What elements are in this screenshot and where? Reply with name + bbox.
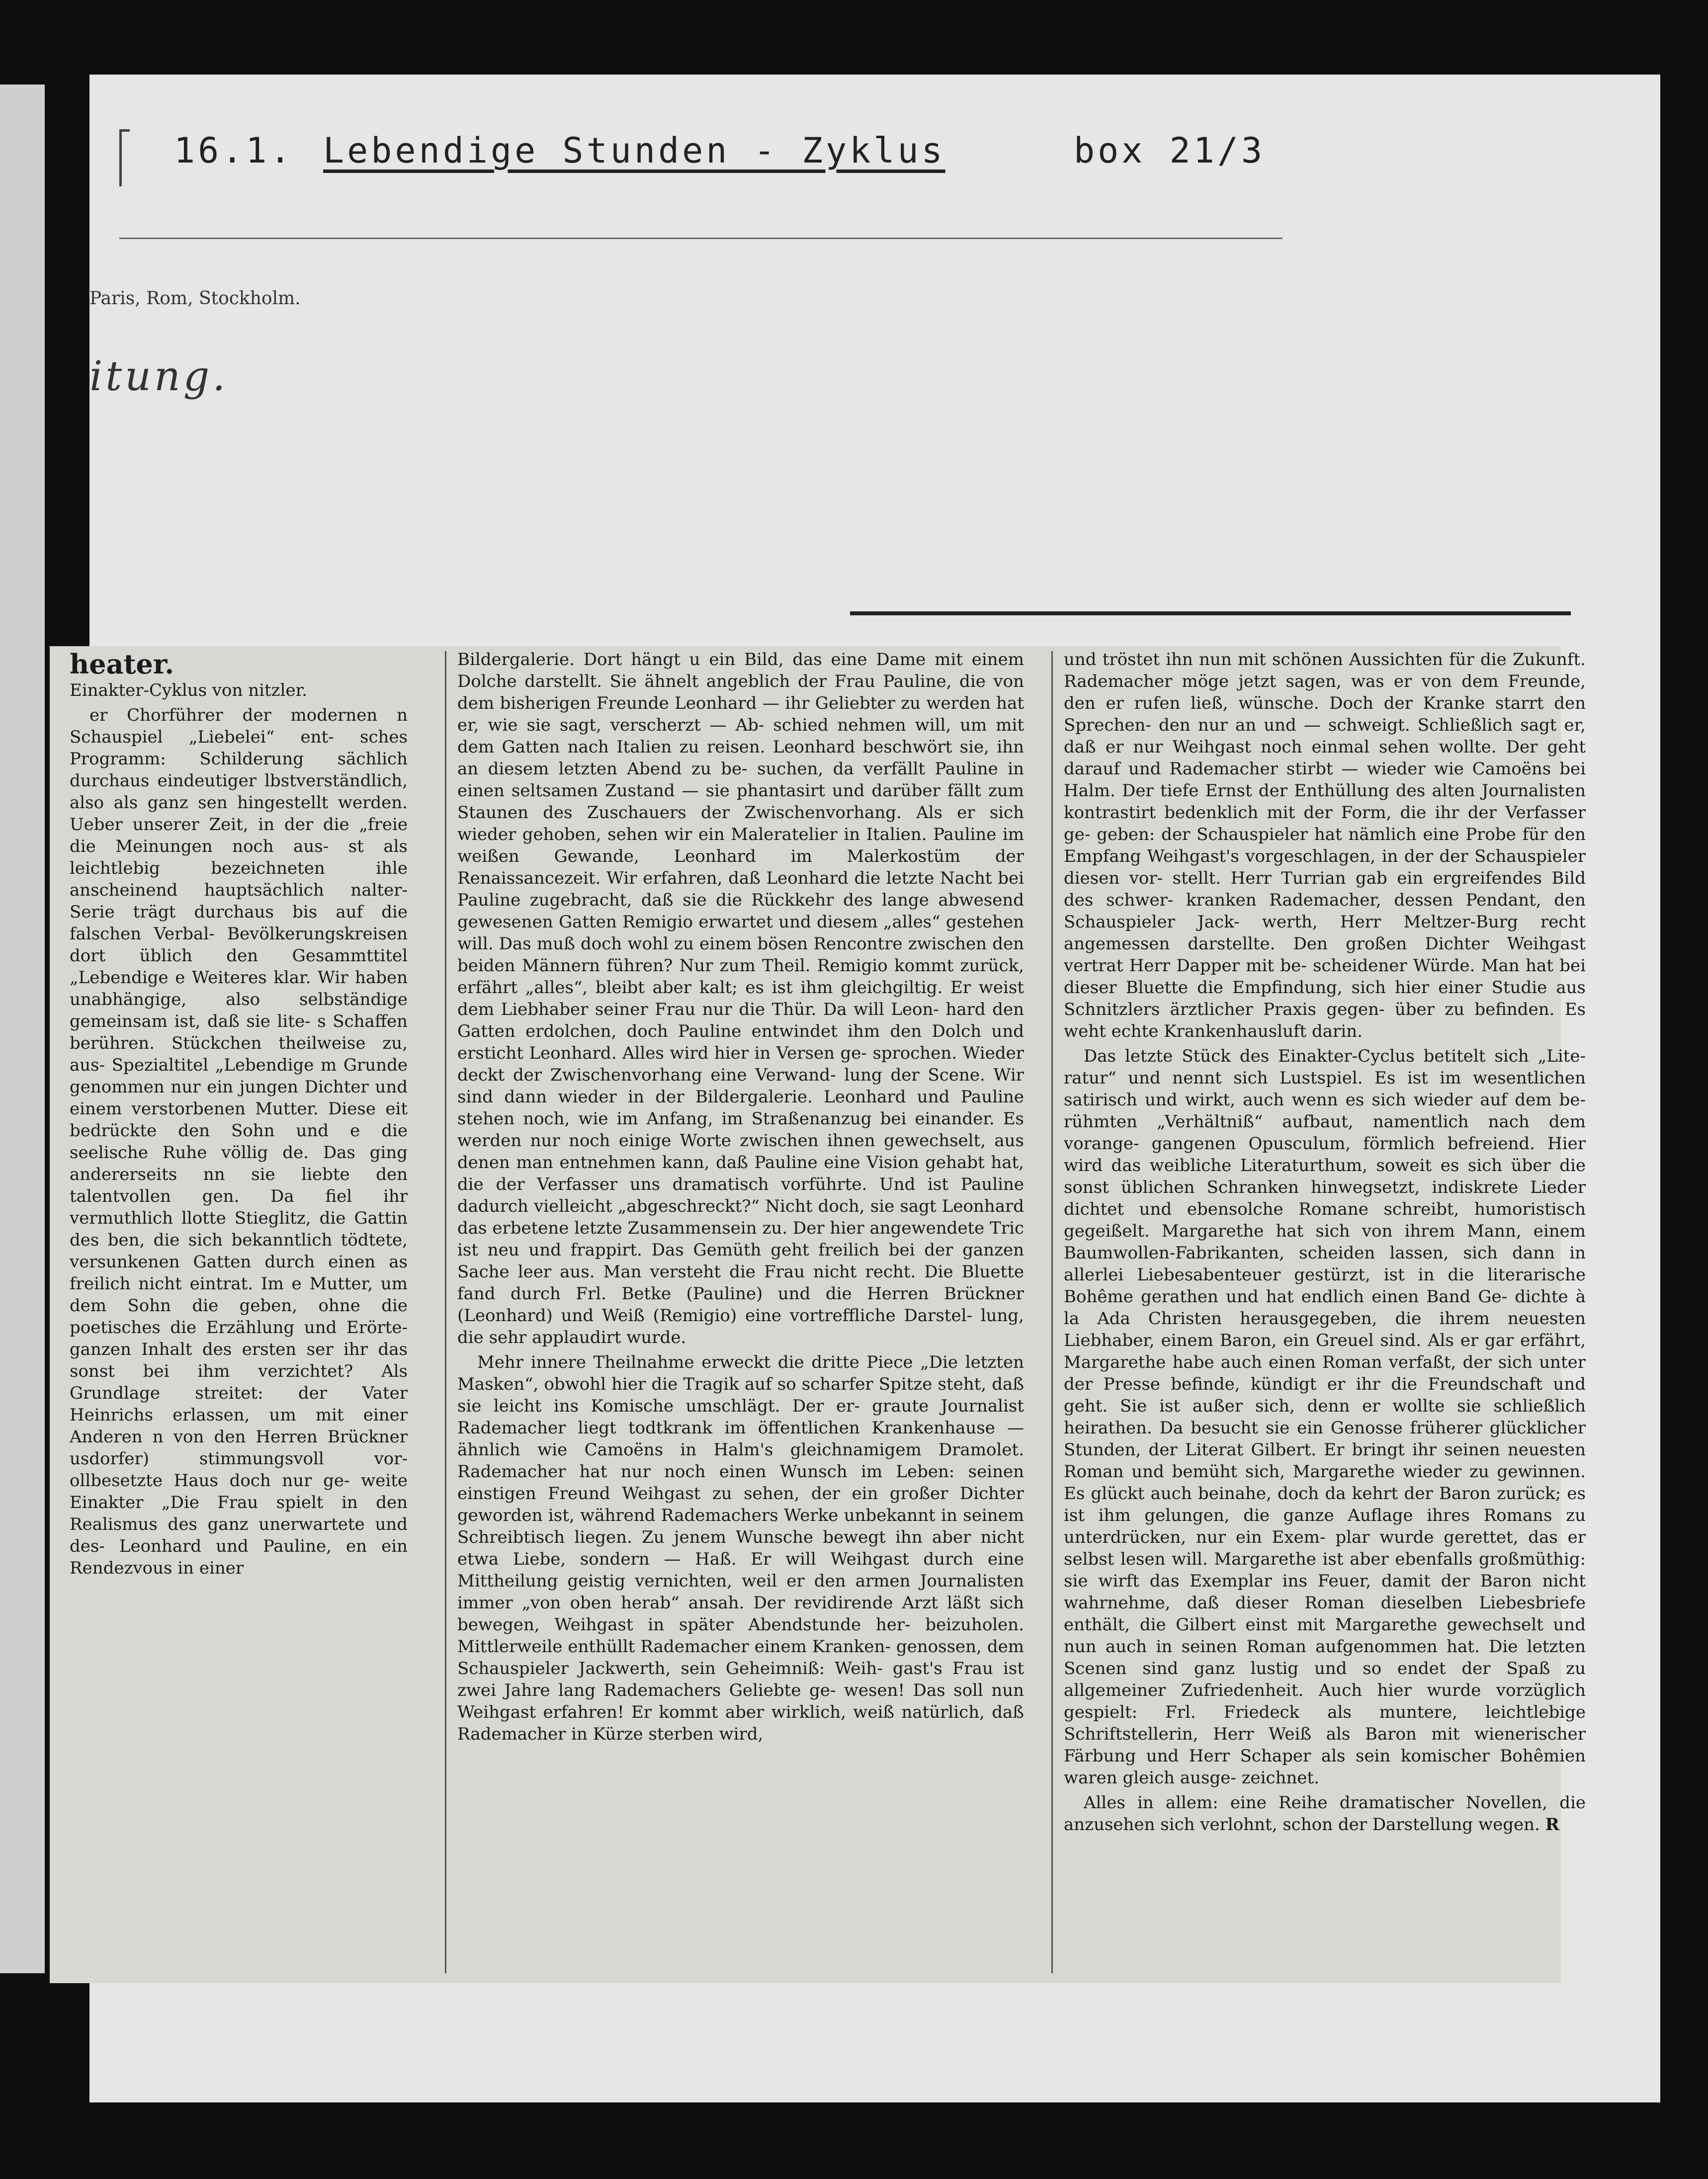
adjacent-page-edge — [0, 84, 45, 1973]
paragraph: Das letzte Stück des Einakter-Cyclus betitelt sich „Lite- ratur“ und nennt sich Lustspiel. Es ist im wesentlichen satirisch und wirkt, auch wenn es sich wieder auf dem be- rühmten „Verhältniß“ aufbaut, namentlich nach dem vorange- gangenen Opusculum, förmlich befreiend. Hier wird das weibliche Literaturthum, soweit es sich über die sonst üblichen Schranken hinwegsetzt, indiskrete Lieder dichtet und ebensolche Romane schreibt, humoristisch gegeißelt. Margarethe hat sich von ihrem Mann, einem Baumwollen-Fabrikanten, scheiden lassen, sich dann in allerlei Liebesabenteuer gestürzt, ist in die literarische Bohême gerathen und hat endlich einen Band Ge- dichte à la Ada Christen herausgegeben, die ihrem neuesten Liebhaber, einem Baron, ein Greuel sind. Als er gar erfährt, Margarethe habe auch einen Roman verfaßt, der sich unter der Presse befinde, kündigt er ihr die Freundschaft und geht. Sie ist außer sich, denn er wollte sie schließlich heirathen. Da besucht sie ein Genosse früherer glücklicher Stunden, der Literat Gilbert. Er bringt ihr seinen neuesten Roman und bemüht sich, Margarethe wieder zu gewinnen. Es glückt auch beinahe, doch da kehrt der Baron zurück; es ist ihm gelungen, die ganze Auflage ihres Romans zu unterdrücken, nur ein Exem- plar wurde gerettet, das er selbst lesen will. Margarethe ist aber ebenfalls großmüthig: sie wirft das Exemplar ins Feuer, damit der Baron nicht wahrnehme, daß dieser Roman dieselben Liebesbriefe enthält, die Gilbert einst mit Margarethe gewechselt und nun auch in seinen Roman aufgenommen hat. Die letzten Scenen sind ganz lustig und so endet der Spaß zu allgemeiner Zufriedenheit. Auch hier wurde vorzüglich gespielt: Frl. Friedeck als muntere, leichtlebige Schriftstellerin, Herr Weiß als Baron mit wienerischer Färbung und Herr Schaper als sein komischer Bohêmien waren gleich ausge- zeichnet. — [1064, 1046, 1586, 1788]
article-heading: heater. — [70, 649, 174, 680]
corner-bracket — [119, 129, 130, 186]
column-middle — [457, 649, 1024, 1971]
handwritten-note: itung. — [89, 353, 229, 400]
folder-title: Lebendige Stunden - Zyklus — [323, 130, 945, 171]
paragraph: Bildergalerie. Dort hängt u ein Bild, das eine Dame mit einem Dolche darstellt. Sie ähnelt angeblich der Frau Pauline, die von dem bisherigen Freunde Leonhard — ihr Geliebter zu werden hat er, wie sie sagt, verscherzt — Ab- schied nehmen will, um mit dem Gatten nach Italien zu reisen. Leonhard beschwört sie, ihn an diesem letzten Abend zu be- suchen, da verfällt Pauline in einen seltsamen Zustand — sie phantasirt und darüber fällt zum Staunen des Zuschauers der Zwischenvorhang. Als er sich wieder gehoben, sehen wir ein Maleratelier in Italien. Pauline im weißen Gewande, Leonhard im Malerkostüm der Renaissancezeit. Wir erfahren, daß Leonhard die letzte Nacht bei Pauline zugebracht, daß sie die Rückkehr des lange abwesend gewesenen Gatten Remigio erwartet und diesem „alles“ gestehen will. Das muß doch wohl zu einem bösen Rencontre zwischen den beiden Männern führen? Nur zum Theil. Remigio kommt zurück, erfährt „alles“, bleibt aber kalt; es ist ihm gleichgiltig. Er weist dem Liebhaber seiner Frau nur die Thür. Da will Leon- hard den Gatten erdolchen, doch Pauline entwindet ihm den Dolch und ersticht Leonhard. Alles wird hier in Versen ge- sprochen. Wieder deckt der Zwischenvorhang eine Verwand- lung der Scene. Wir sind dann wieder in der Bildergalerie. Leonhard und Pauline stehen noch, wie im Anfang, im Straßenanzug bei einander. Es werden nur noch einige Worte zwischen ihnen gewechselt, aus denen man entnehmen kann, daß Pauline eine Vision gehabt hat, die der Verfasser uns dramatisch vorführte. Und ist Pauline dadurch vielleicht „abgeschreckt?“ Nicht doch, sie sagt Leonhard das erbetene letzte Zusammensein zu. Der hier angewendete Tric ist neu und frappirt. Das Gemüth geht freilich bei der ganzen Sache leer aus. Man versteht die Frau nicht recht. Die Bluette fand durch Frl. Betke (Pauline) und die Herren Brückner (Leonhard) und Weiß (Remigio) eine vortreffliche Darstel- lung, die sehr applaudirt wurde. — [457, 650, 1024, 1347]
archive-header — [119, 124, 1342, 234]
clipping-top-rule — [850, 611, 1571, 615]
clipping-service-stamp: Paris, Rom, Stockholm. — [89, 288, 301, 309]
column-left-text: er Chorführer der modernen n Schauspiel „Liebelei“ ent- sches Programm: Schilderung sächlich durchaus eindeutiger lbstverständlich, also als ganz sen hingestellt werden. Ueber unserer Zeit, in der die „freie die Meinungen noch aus- st als leichtlebig bezeichneten ihle anscheinend hauptsächlich nalter-Serie trägt durchaus bis auf die falschen Verbal- Bevölkerungskreisen dort üblich den Gesammttitel „Lebendige e Weiteres klar. Wir haben unabhängige, also selbständige gemeinsam ist, daß sie lite- s Schaffen berühren. Stückchen theilweise zu, aus- Spezialtitel „Lebendige m Grunde genommen nur ein jungen Dichter und einem verstorbenen Mutter. Diese eit bedrückte den Sohn und e die seelische Ruhe völlig de. Das ging andererseits nn sie liebte den talentvollen gen. Da fiel ihr vermuthlich llotte Stieglitz, die Gattin des ben, die sich bekanntlich tödtete, versunkenen Gatten durch einen as freilich nicht eintrat. Im e Mutter, um dem Sohn die geben, ohne die poetisches die Erzählung und Erörte- ganzen Inhalt des ersten ser ihr das sonst bei ihm verzichtet? Als Grundlage streitet: der Vater Heinrichs erlassen, um mit einer Anderen n von den Herren Brückner usdorfer) stimmungsvoll vor- ollbesetzte Haus doch nur ge- weite Einakter „Die Frau spielt in den Realismus des ganz unerwartete und des- Leonhard und Pauline, en ein Rendezvous in einer — [70, 705, 408, 1578]
paragraph — [1064, 1792, 1586, 1836]
folder-ref: 16.1. — [174, 130, 294, 171]
column-right — [1064, 649, 1586, 1971]
article-subheading: Einakter-Cyklus von nitzler. — [70, 680, 307, 700]
closing-sentence: Alles in allem: eine Reihe dramatischer Novellen, die anzusehen sich verlohnt, schon der Darstellung wegen. — [1064, 1793, 1586, 1835]
paragraph: Mehr innere Theilnahme erweckt die dritte Piece „Die letzten Masken“, obwohl hier die Tragik auf so scharfer Spitze steht, daß sie leicht ins Komische umschlägt. Der er- graute Journalist Rademacher liegt todtkrank im öffentlichen Krankenhause — ähnlich wie Camoëns in Halm's gleichnamigem Dramolet. Rademacher hat nur noch einen Wunsch im Leben: seinen einstigen Freund Weihgast zu sehen, der ein großer Dichter geworden ist, während Rademachers Werke unbekannt in seinem Schreibtisch liegen. Zu jenem Wunsche bewegt ihn aber nicht etwa Liebe, sondern — Haß. Er will Weihgast durch eine Mittheilung geistig vernichten, weil er den armen Journalisten immer „von oben herab“ ansah. Der revidirende Arzt läßt sich bewegen, Weihgast in später Abendstunde her- beizuholen. Mittlerweile enthüllt Rademacher einem Kranken- genossen, dem Schauspieler Jackwerth, sein Geheimniß: Weih- gast's Frau ist zwei Jahre lang Rademachers Geliebte ge- wesen! Das soll nun Weihgast erfahren! Er kommt aber wirklich, weiß natürlich, daß Rademacher in Kürze sterben wird, — [457, 1352, 1024, 1744]
column-divider — [445, 651, 446, 1973]
header-rule — [119, 238, 1282, 239]
archive-sheet — [70, 75, 1660, 2102]
box-number: box 21/3 — [1074, 130, 1266, 171]
column-divider — [1051, 651, 1053, 1973]
paragraph: und tröstet ihn nun mit schönen Aussichten für die Zukunft. Rademacher möge jetzt sagen, was er von dem Freunde, den er rufen ließ, wünsche. Doch der Kranke starrt den Sprechen- den nur an und — schweigt. Schließlich sagt er, daß er nur Weihgast noch einmal sehen wollte. Der geht darauf und Rademacher stirbt — wieder wie Camoëns bei Halm. Der tiefe Ernst der Enthüllung des alten Journalisten kontrastirt bedenklich mit der Form, die ihr der Verfasser ge- geben: der Schauspieler hat nämlich eine Probe für den Empfang Weihgast's vorgeschlagen, in der der Schauspieler diesen vor- stellt. Herr Turrian gab ein ergreifendes Bild des schwer- kranken Rademacher, dessen Pendant, den Schauspieler Jack- werth, Herr Meltzer-Burg recht angemessen darstellte. Den großen Dichter Weihgast vertrat Herr Dapper mit be- scheidener Würde. Man hat bei dieser Bluette die Empfindung, sich hier einer Studie aus Schnitzlers ärztlicher Praxis gegen- über zu befinden. Es weht echte Krankenhausluft darin. — [1064, 650, 1586, 1041]
column-left — [70, 649, 408, 1971]
author-signature: R — [1545, 1815, 1559, 1835]
